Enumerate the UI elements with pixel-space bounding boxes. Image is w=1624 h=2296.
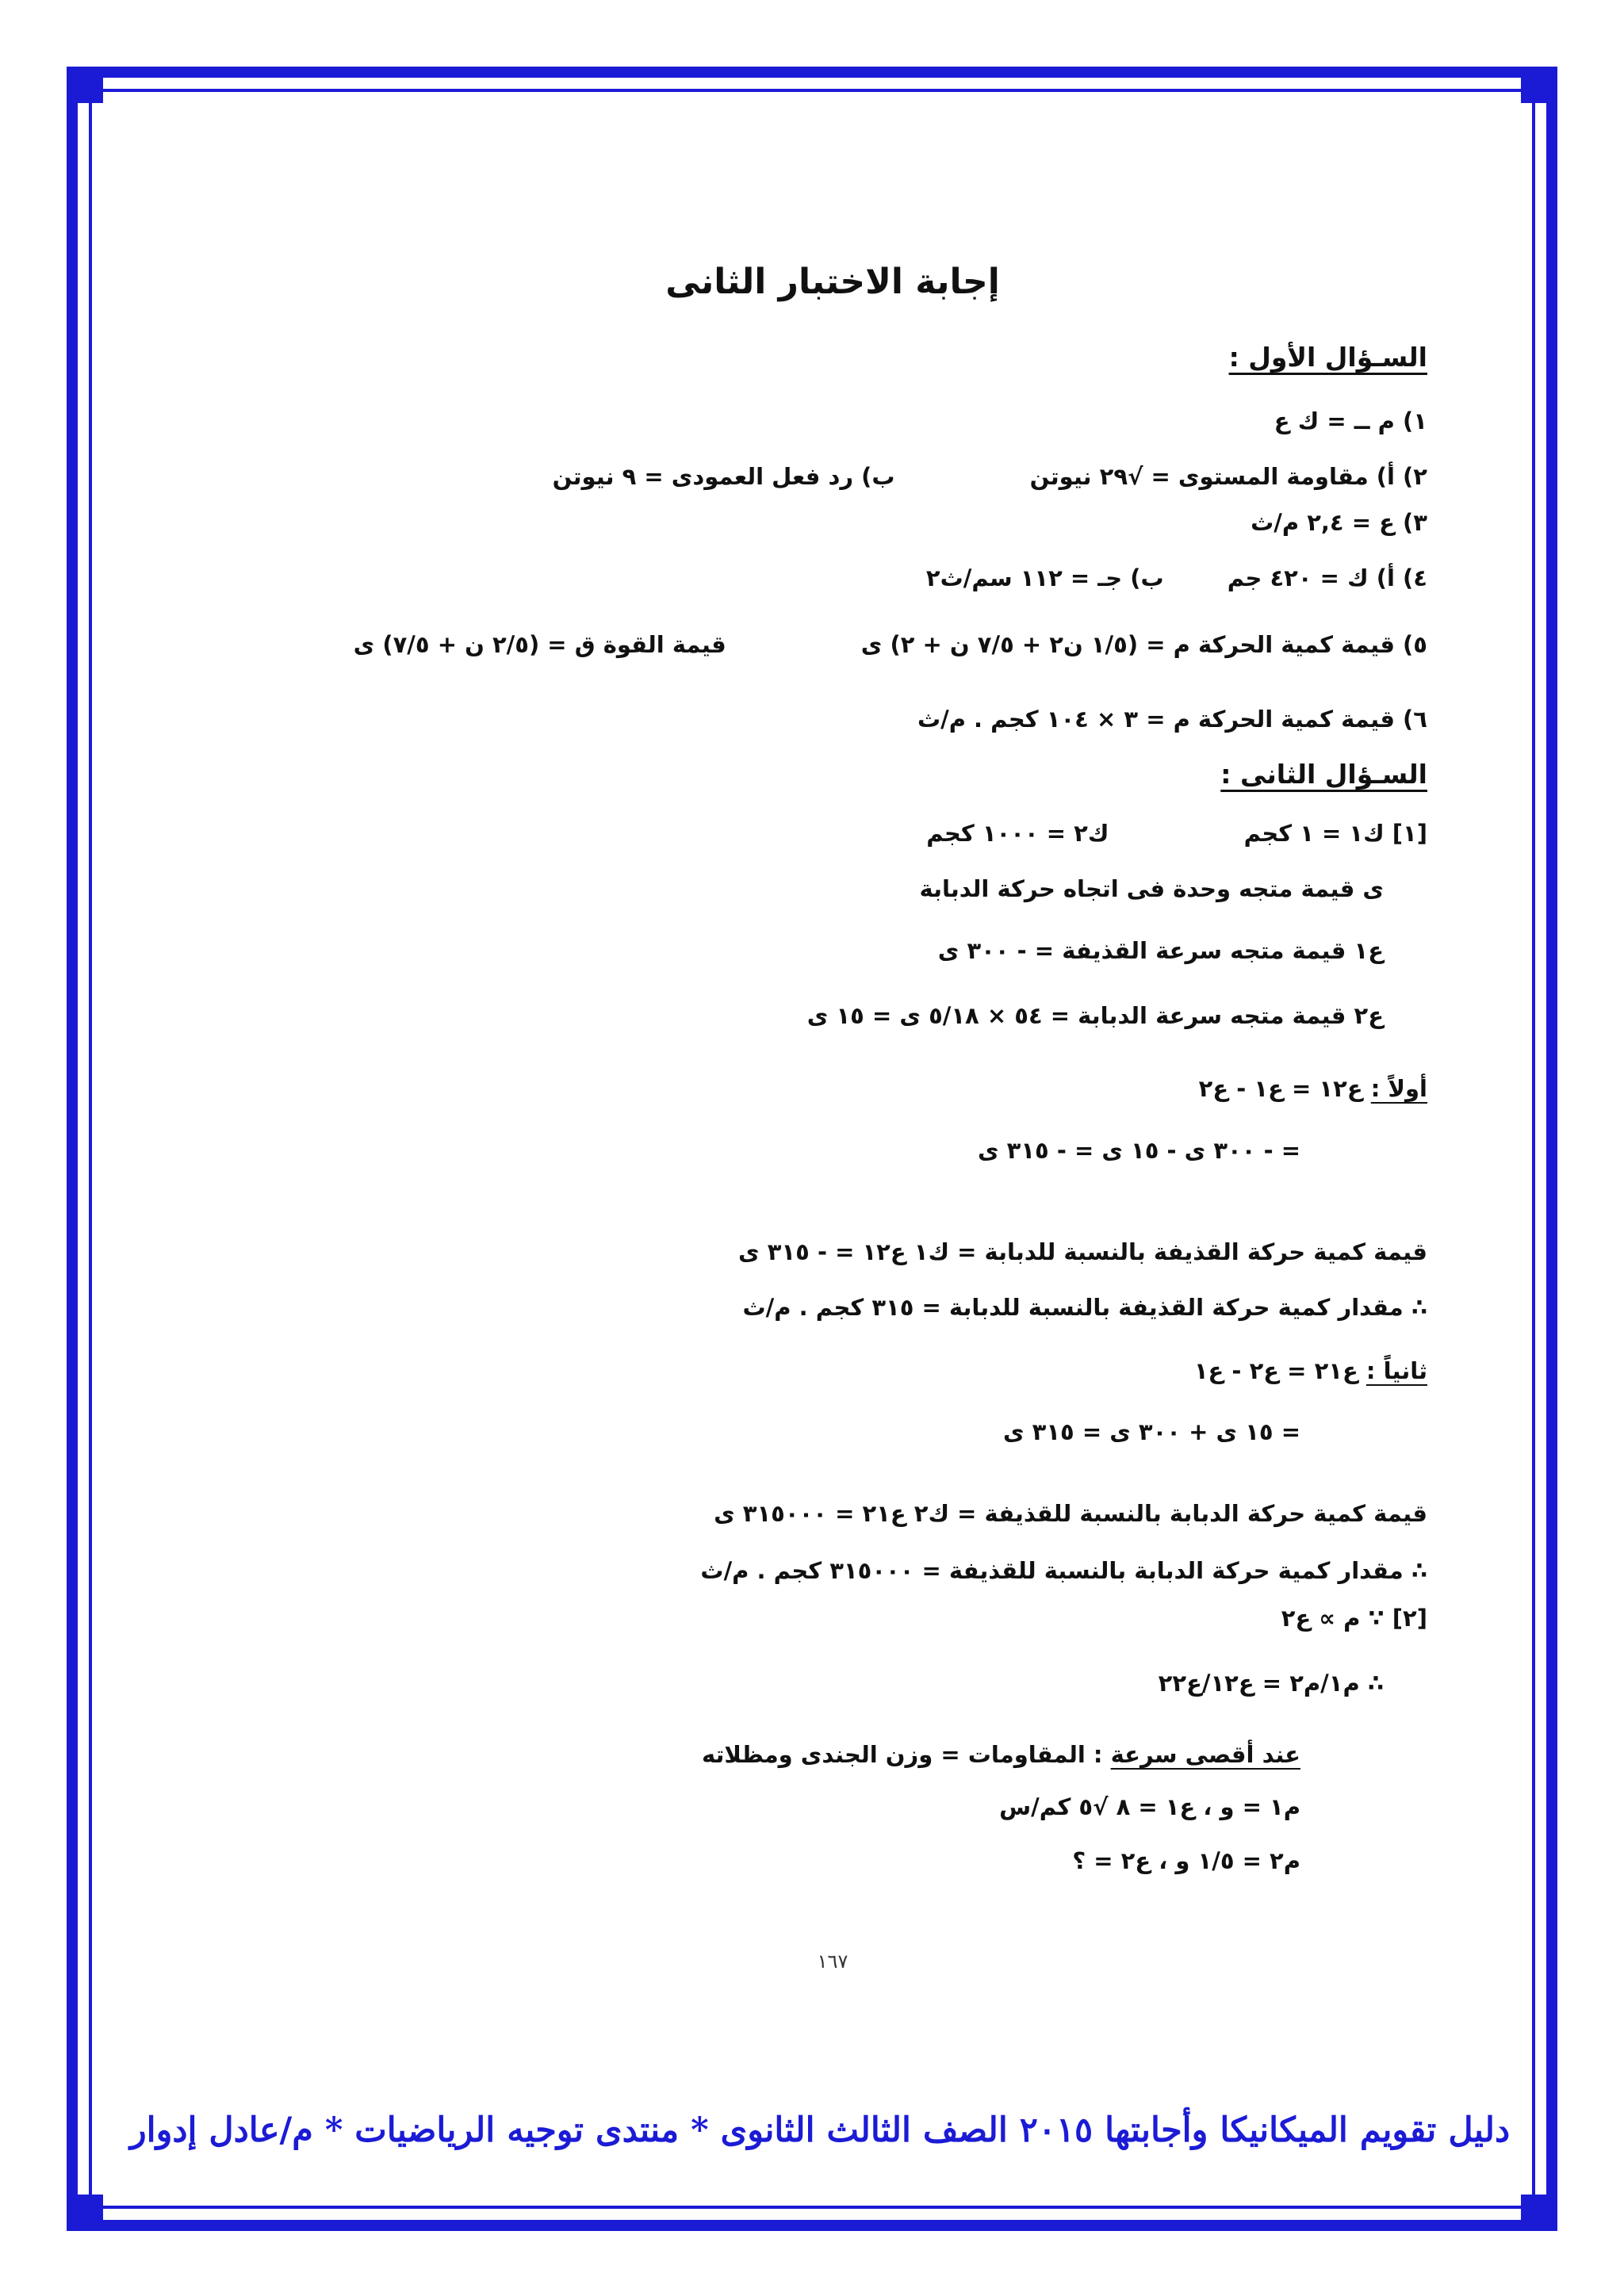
q2-shell-velocity: ع١ قيمة متجه سرعة القذيفة = - ٣٠٠ ى xyxy=(937,937,1384,964)
q2-max-speed-label: عند أقصى سرعة xyxy=(1110,1741,1300,1768)
q1-answer-4b: ب) جـ = ١١٢ سم/ث٢ xyxy=(925,564,1164,591)
footer-credit: دليل تقويم الميكانيكا وأجابتها ٢٠١٥ الصف الثالث الثانوى * منتدى توجيه الرياضيات * م/عادل إدوار xyxy=(129,2110,1511,2150)
q2-second-eq: ع٢١ = ع٢ - ع١ xyxy=(1193,1357,1358,1384)
q2-second-eq-line xyxy=(1194,1354,1427,1387)
q2-unit-vector: ى قيمة متجه وحدة فى اتجاه حركة الدبابة xyxy=(919,875,1384,902)
q2-mass-2: ك٢ = ١٠٠٠ كجم xyxy=(926,820,1109,847)
q2-max-speed-line xyxy=(702,1738,1300,1771)
q1-answer-2b: ب) رد فعل العمودى = ٩ نيوتن xyxy=(552,463,895,490)
q1-heading: السـؤال الأول : xyxy=(1228,342,1427,373)
q2-second-calc: = ١٥ ى + ٣٠٠ ى = ٣١٥ ى xyxy=(1002,1418,1300,1445)
q2-second-magnitude: ∴ مقدار كمية حركة الدبابة بالنسبة للقذيفة = ٣١٥٠٠٠ كجم . م/ث xyxy=(700,1557,1427,1584)
q1-answer-2 xyxy=(553,460,1427,493)
q2-part2-given: [٢] ∵ م ∝ ع٢ xyxy=(1281,1605,1427,1632)
q1-answer-4 xyxy=(926,561,1427,595)
q1-answer-1: ١) م ــ = ك ع xyxy=(1274,408,1427,434)
frame-corner-top-left xyxy=(67,67,103,103)
q1-answer-5a: ٥) قيمة كمية الحركة م = (١/٥ ن٢ + ٧/٥ ن + ٢) ى xyxy=(860,631,1427,658)
q2-first-eq-line xyxy=(1199,1072,1427,1105)
frame-corner-bottom-left xyxy=(67,2195,103,2231)
q2-resistance-2: م٢ = ١/٥ و ، ع٢ = ؟ xyxy=(1072,1847,1300,1874)
q1-answer-5b: قيمة القوة ق = (٢/٥ ن + ٧/٥) ى xyxy=(353,631,726,658)
q2-tank-velocity: ع٢ قيمة متجه سرعة الدبابة = ٥٤ × ٥/١٨ ى = ١٥ ى xyxy=(806,1002,1384,1029)
q2-first-label: أولاً : xyxy=(1370,1075,1427,1102)
q1-answer-2a: ٢) أ) مقاومة المستوى = √٢٩ نيوتن xyxy=(1029,463,1427,490)
q2-heading: السـؤال الثانى : xyxy=(1220,759,1427,790)
q1-answer-4a: ٤) أ) ك = ٤٢٠ جم xyxy=(1227,564,1427,591)
q2-first-eq: ع١٢ = ع١ - ع٢ xyxy=(1198,1075,1363,1102)
q2-second-momentum: قيمة كمية حركة الدبابة بالنسبة للقذيفة = ك٢ ع٢١ = ٣١٥٠٠٠ ى xyxy=(714,1500,1427,1527)
q2-part2-ratio: ∴ م١/م٢ = ع١٢/ع٢٢ xyxy=(1158,1670,1384,1697)
q2-mass-1: [١] ك١ = ١ كجم xyxy=(1243,820,1427,847)
q1-answer-3: ٣) ع = ٢,٤ م/ث xyxy=(1251,509,1427,536)
q1-answer-5 xyxy=(354,628,1427,661)
q2-max-speed-text: : المقاومات = وزن الجندى ومظلاته xyxy=(701,1741,1103,1768)
q2-masses xyxy=(926,817,1427,850)
q2-resistance-1: م١ = و ، ع١ = ٨ √٥ كم/س xyxy=(999,1793,1300,1820)
page-number: ١٦٧ xyxy=(817,1950,848,1973)
q2-first-magnitude: ∴ مقدار كمية حركة القذيفة بالنسبة للدبابة = ٣١٥ كجم . م/ث xyxy=(742,1294,1427,1321)
answer-content xyxy=(238,262,1427,2006)
q2-first-momentum: قيمة كمية حركة القذيفة بالنسبة للدبابة = ك١ ع١٢ = - ٣١٥ ى xyxy=(738,1238,1427,1265)
frame-corner-top-right xyxy=(1521,67,1557,103)
q1-answer-6: ٦) قيمة كمية الحركة م = ٣ × ١٠٤ كجم . م/ث xyxy=(917,706,1427,733)
frame-corner-bottom-right xyxy=(1521,2195,1557,2231)
q2-first-calc: = - ٣٠٠ ى - ١٥ ى = - ٣١٥ ى xyxy=(977,1137,1300,1164)
q2-second-label: ثانياً : xyxy=(1365,1357,1427,1384)
page-title: إجابة الاختبار الثانى xyxy=(665,262,1000,302)
